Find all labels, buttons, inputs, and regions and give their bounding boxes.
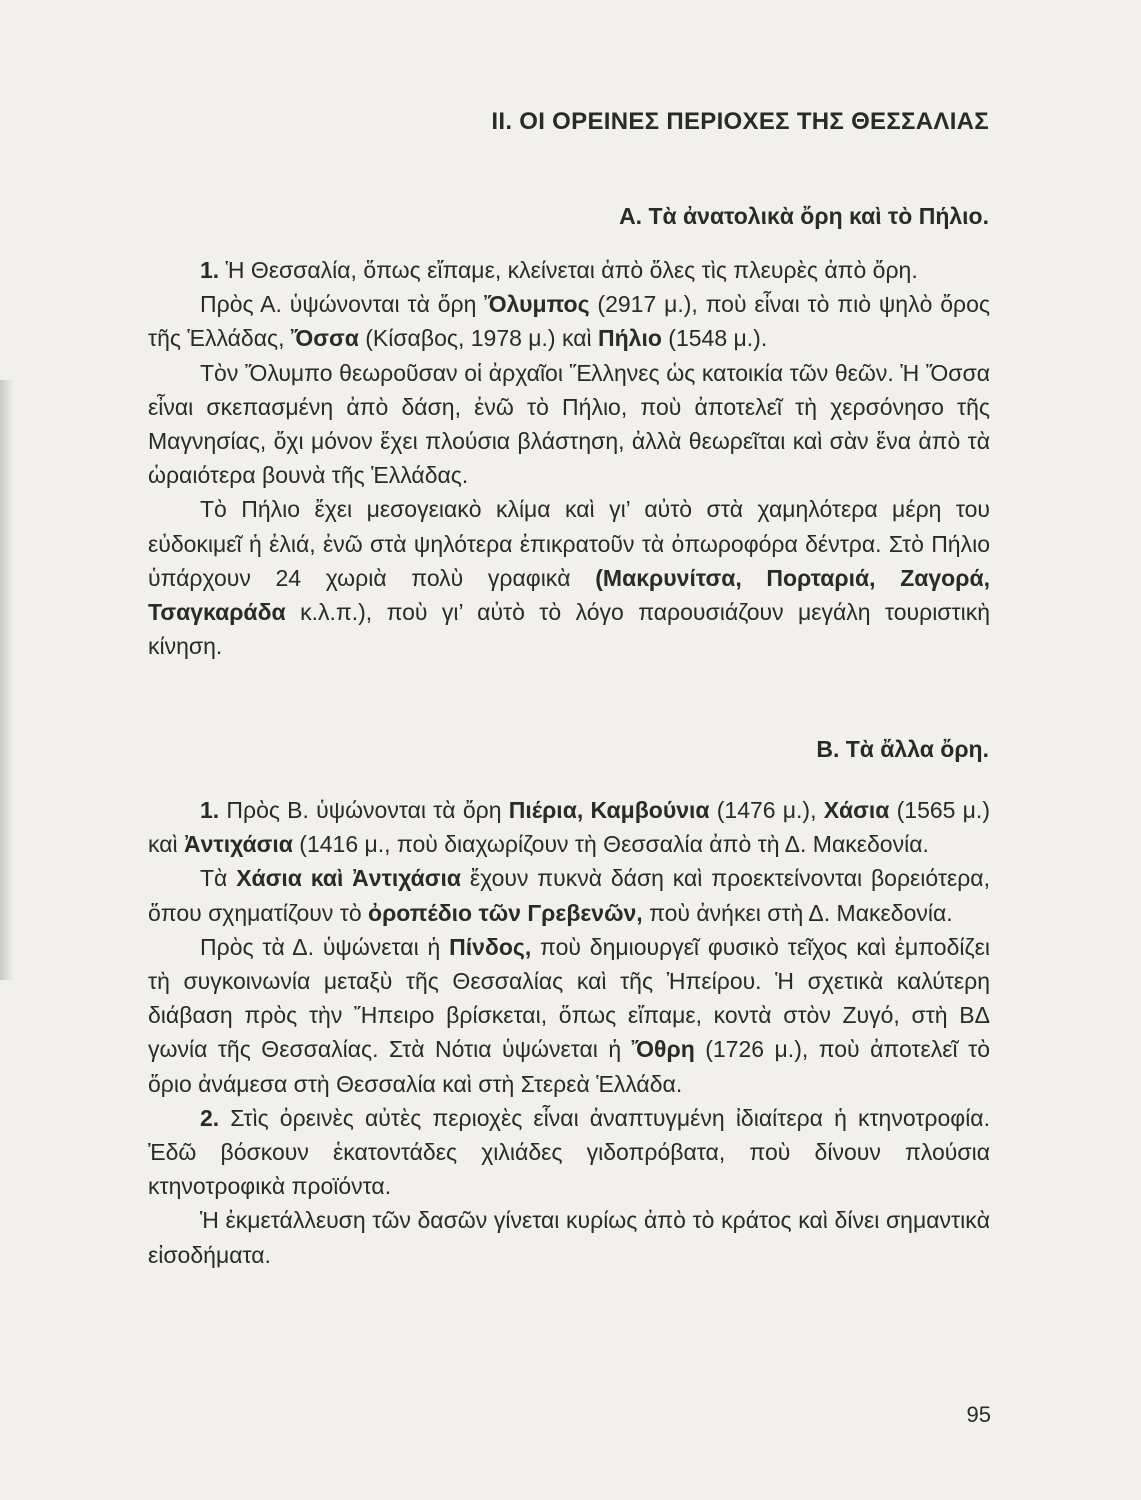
text-run: (1548 μ.). xyxy=(661,325,768,352)
bold-term: Ὄλυμπος xyxy=(484,291,590,318)
section-b-heading: Β. Τὰ ἄλλα ὄρη. xyxy=(816,736,989,762)
bold-term: Πιέρια, Καμβούνια xyxy=(508,797,710,823)
text-run: (2917 μ.), ποὺ εἶναι τὸ πιὸ ψηλὸ ὄρος τῆς Ἑλλάδας, xyxy=(148,291,991,352)
text-run: (Κίσαβος, 1978 μ.) καὶ xyxy=(358,325,599,352)
text-run: ποὺ δημιουργεῖ φυσικὸ τεῖχος καὶ ἐμποδίζει τὴ συγκοινωνία μεταξὺ τῆς Θεσσαλίας καὶ τῆς Ἠπείρου. Ἡ σχετικὰ καλύτερη διάβαση πρὸς τὴν Ἤπειρο βρίσκεται, ὅπως εἴπαμε, κοντὰ στὸν Ζυγό, στὴ ΒΔ γωνία τῆς Θεσσαλίας. Στὰ Νότια ὑψώνεται ἡ xyxy=(148,933,991,1063)
bold-term: Χάσια xyxy=(823,797,890,823)
paragraph-number: 1. xyxy=(200,257,220,283)
text-run: Πρὸς Β. ὑψώνονται τὰ ὄρη xyxy=(219,797,509,823)
text-run: Τὰ xyxy=(200,865,237,892)
paragraph: Ἡ ἐκμετάλλευση τῶν δασῶν γίνεται κυρίως ἀπὸ τὸ κράτος καὶ δίνει σημαντικὰ εἰσοδήματα. xyxy=(148,1207,990,1268)
section-b-body xyxy=(148,793,990,1272)
paragraph xyxy=(148,861,990,929)
paragraph xyxy=(148,253,990,287)
text-run: Πρὸς Α. ὑψώνονται τὰ ὄρη xyxy=(200,291,485,318)
text-run: Τὸ Πήλιο ἔχει μεσογειακὸ κλίμα καὶ γι’ αὐτὸ στὰ χαμηλότερα μέρη του εὐδοκιμεῖ ἡ ἐλιά, ἐνῶ στὰ ψηλότερα ἐπικρατοῦν τὰ ὀπωροφόρα δέντρα. Στὸ Πήλιο ὑπάρχουν 24 χωριὰ πολὺ γραφικὰ xyxy=(148,496,990,591)
bold-term: Ὄσσα xyxy=(290,325,359,352)
paragraph xyxy=(148,793,990,861)
text-run: (1416 μ., ποὺ διαχωρίζουν τὴ Θεσσαλία ἀπὸ τὴ Δ. Μακεδονία. xyxy=(292,831,929,858)
chapter-title: ΙΙ. ΟΙ ΟΡΕΙΝΕΣ ΠΕΡΙΟΧΕΣ ΤΗΣ ΘΕΣΣΑΛΙΑΣ xyxy=(491,108,989,135)
paragraph-text: Ἡ Θεσσαλία, ὅπως εἴπαμε, κλείνεται ἀπὸ ὅλες τὶς πλευρὲς ἀπὸ ὄρη. xyxy=(225,257,918,283)
paragraph-number: 1. xyxy=(200,797,220,823)
bold-term: Χάσια καὶ Ἀντιχάσια xyxy=(236,865,462,892)
bold-term: Πήλιο xyxy=(598,325,662,352)
text-run: ἔχουν πυκνὰ δάση καὶ προεκτείνονται βορειότερα, ὅπου σχηματίζουν τὸ xyxy=(148,865,990,926)
page-edge-shadow xyxy=(0,380,14,980)
paragraph xyxy=(148,492,990,663)
paragraph-number: 2. xyxy=(200,1104,220,1131)
paragraph xyxy=(148,1101,990,1204)
text-run: (1476 μ.), xyxy=(709,797,824,823)
bold-term: Ὄθρη xyxy=(631,1036,695,1063)
paragraph xyxy=(148,930,990,1101)
paragraph xyxy=(148,287,990,355)
page-number: 95 xyxy=(966,1402,991,1427)
bold-term: (Μακρυνίτσα, Πορταριά, Ζαγορά, Τσαγκαράδα xyxy=(148,564,990,626)
bold-term: Ἀντιχάσια xyxy=(184,831,293,858)
paragraph-text: Στὶς ὀρεινὲς αὐτὲς περιοχὲς εἶναι ἀναπτυγμένη ἰδιαίτερα ἡ κτηνοτροφία. Ἐδῶ βόσκουν ἑκατοντάδες χιλιάδες γιδοπρόβατα, ποὺ δίνουν πλούσια κτηνοτροφικὰ προϊόντα. xyxy=(148,1104,990,1200)
text-run: (1565 μ.) καὶ xyxy=(148,797,990,858)
bold-term: Πίνδος, xyxy=(449,933,532,960)
text-run: κ.λ.π.), ποὺ γι’ αὐτὸ τὸ λόγο παρουσιάζουν μεγάλη τουριστικὴ κίνηση. xyxy=(148,599,990,660)
text-run: Πρὸς τὰ Δ. ὑψώνεται ἡ xyxy=(200,933,450,960)
text-run: (1726 μ.), ποὺ ἀποτελεῖ τὸ ὅριο ἀνάμεσα στὴ Θεσσαλία καὶ στὴ Στερεὰ Ἑλλάδα. xyxy=(148,1036,990,1097)
section-a-heading: Α. Τὰ ἀνατολικὰ ὄρη καὶ τὸ Πήλιο. xyxy=(619,203,989,229)
paragraph: Τὸν Ὄλυμπο θεωροῦσαν οἱ ἀρχαῖοι Ἕλληνες ὡς κατοικία τῶν θεῶν. Ἡ Ὄσσα εἶναι σκεπασμένη ἀπὸ δάση, ἐνῶ τὸ Πήλιο, ποὺ ἀποτελεῖ τὴ χερσόνησο τῆς Μαγνησίας, ὄχι μόνον ἔχει πλούσια βλάστηση, ἀλλὰ θεωρεῖται καὶ σὰν ἕνα ἀπὸ τὰ ὡραιότερα βουνὰ τῆς Ἑλλάδας. xyxy=(148,359,990,489)
text-run: ποὺ ἀνήκει στὴ Δ. Μακεδονία. xyxy=(642,899,953,926)
section-a-body xyxy=(148,253,990,663)
bold-term: ὀροπέδιο τῶν Γρεβενῶν, xyxy=(368,899,643,926)
